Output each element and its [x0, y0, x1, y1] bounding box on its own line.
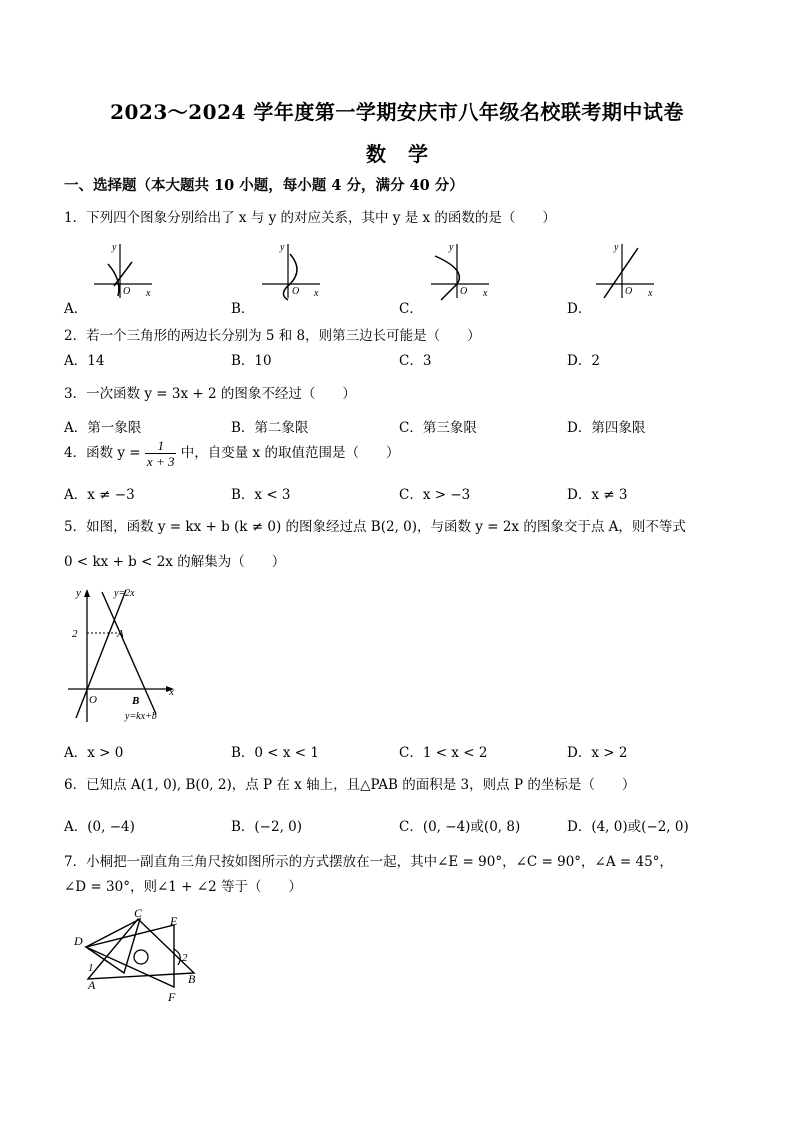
q1a-origin: O: [123, 286, 131, 297]
q7-label-e: E: [170, 914, 178, 928]
q1-option-a: A．: [64, 301, 88, 317]
question-2-stem: 2．若一个三角形的两边长分别为 5 和 8，则第三边长可能是（ ）: [64, 328, 481, 344]
q7-label-b: B: [188, 972, 196, 986]
q1-option-c: C．: [399, 301, 423, 317]
q5-tick-2: 2: [72, 628, 78, 640]
q7-triangle-acb: [88, 919, 194, 979]
q4-frac-numerator: 1: [145, 438, 177, 454]
q2-option-a: A．14: [64, 353, 105, 369]
q1-graph-a: [90, 240, 156, 302]
q3-option-a: A．第一象限: [64, 420, 142, 436]
q3-option-c: C．第三象限: [399, 420, 477, 436]
q2-option-d: D．2: [567, 353, 600, 369]
q1b-x-label: x: [314, 288, 319, 299]
q1-option-d: D．: [567, 301, 592, 317]
question-3-stem: 3．一次函数 y = 3x + 2 的图象不经过（ ）: [64, 386, 356, 402]
question-7-stem-line1: 7．小桐把一副直角三角尺按如图所示的方式摆放在一起，其中∠E = 90°，∠C = 90°，∠A = 45°，: [64, 854, 673, 870]
q1b-y-label: y: [280, 242, 285, 253]
section-heading: 一、选择题（本大题共 10 小题，每小题 4 分，满分 40 分）: [64, 177, 464, 194]
q1d-y-label: y: [614, 242, 619, 253]
q5-option-c: C．1 < x < 2: [399, 745, 488, 761]
exam-title: 2023～2024 学年度第一学期安庆市八年级名校联考期中试卷: [110, 100, 684, 124]
question-5-stem-line2: 0 < kx + b < 2x 的解集为（ ）: [64, 554, 286, 570]
q1a-x-label: x: [146, 288, 151, 299]
subject-title: 数学: [366, 142, 450, 166]
q6-option-c: C．(0, −4)或(0, 8): [399, 819, 521, 835]
q7-label-c: C: [134, 906, 143, 920]
question-6-stem: 6．已知点 A(1, 0), B(0, 2)，点 P 在 x 轴上，且△PAB 的面积是 3，则点 P 的坐标是（ ）: [64, 777, 636, 793]
q1c-origin: O: [460, 286, 468, 297]
q1d-origin: O: [625, 286, 633, 297]
question-1-stem: 1．下列四个图象分别给出了 x 与 y 的对应关系，其中 y 是 x 的函数的是（ ）: [64, 210, 556, 226]
q6-option-d: D．(4, 0)或(−2, 0): [567, 819, 689, 835]
q1-graph-b: [258, 240, 324, 302]
q5-line1-label: y=2x: [114, 588, 135, 599]
question-7-stem-line2: ∠D = 30°，则∠1 + ∠2 等于（ ）: [64, 879, 302, 895]
q1-option-b: B．: [231, 301, 255, 317]
q7-label-d: D: [74, 934, 83, 948]
q4-option-a: A．x ≠ −3: [64, 487, 135, 503]
q7-label-a: A: [88, 978, 96, 992]
q5-point-a: A: [117, 628, 124, 640]
q7-angle-1: 1: [88, 962, 94, 974]
q3-option-d: D．第四象限: [567, 420, 646, 436]
q5-line2-label: y=kx+b: [125, 711, 157, 722]
q7-label-f: F: [168, 990, 176, 1004]
q5-origin: O: [89, 694, 97, 706]
q5-figure: [62, 582, 192, 724]
question-4-stem: [64, 438, 399, 469]
q5-x-label: x: [169, 686, 174, 698]
q7-angle-2: 2: [182, 952, 188, 964]
q1d-x-label: x: [648, 288, 653, 299]
q4-frac-denominator: x + 3: [146, 454, 175, 469]
q7-figure: [66, 905, 216, 1005]
q5-y-label: y: [76, 587, 81, 599]
q5-option-b: B．0 < x < 1: [231, 745, 320, 761]
q2-option-b: B．10: [231, 353, 272, 369]
q4-stem-pre: 4．函数 y =: [64, 445, 141, 461]
q4-stem-post: 中，自变量 x 的取值范围是（ ）: [180, 445, 400, 461]
q1a-y-label: y: [112, 242, 117, 253]
q2-option-c: C．3: [399, 353, 432, 369]
q5-option-d: D．x > 2: [567, 745, 628, 761]
q5-point-b: B: [132, 695, 140, 707]
q6-option-a: A．(0, −4): [64, 819, 135, 835]
q4-fraction: [145, 438, 177, 469]
q1c-y-label: y: [449, 242, 454, 253]
q1c-x-label: x: [483, 288, 488, 299]
q1b-origin: O: [292, 286, 300, 297]
q4-option-c: C．x > −3: [399, 487, 471, 503]
q4-option-b: B．x < 3: [231, 487, 291, 503]
q1-graph-d: [592, 240, 658, 302]
q4-option-d: D．x ≠ 3: [567, 487, 628, 503]
q6-option-b: B．(−2, 0): [231, 819, 303, 835]
question-5-stem-line1: 5．如图，函数 y = kx + b (k ≠ 0) 的图象经过点 B(2, 0)，与函数 y = 2x 的图象交于点 A，则不等式: [64, 519, 686, 535]
q5-option-a: A．x > 0: [64, 745, 124, 761]
q1-graph-c: [427, 240, 493, 302]
q3-option-b: B．第二象限: [231, 420, 309, 436]
